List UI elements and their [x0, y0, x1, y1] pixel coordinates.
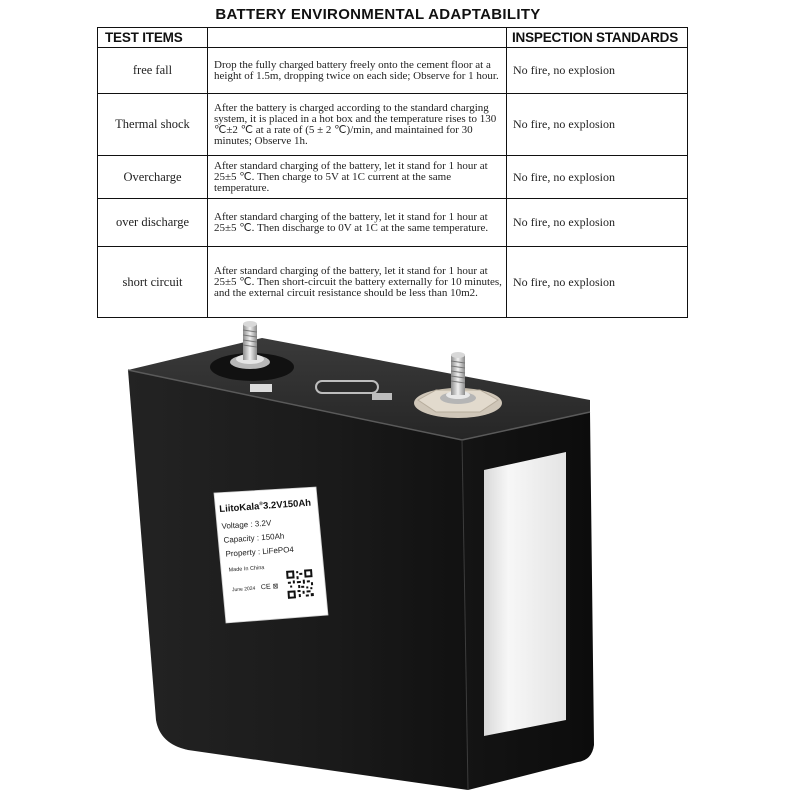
label-capacity: Capacity : 150Ah	[223, 531, 285, 545]
inspection-standard: No fire, no explosion	[507, 94, 688, 156]
header-test-items: TEST ITEMS	[98, 28, 208, 48]
test-item: Thermal shock	[98, 94, 208, 156]
inspection-standard: No fire, no explosion	[507, 156, 688, 199]
battery-product-image	[0, 318, 800, 800]
label-brand: LiitoKala	[219, 501, 260, 515]
label-date: June 2024	[231, 585, 256, 594]
table-row	[98, 247, 688, 318]
test-item: short circuit	[98, 247, 208, 318]
table-row	[98, 199, 688, 247]
page-title: BATTERY ENVIRONMENTAL ADAPTABILITY	[215, 6, 541, 23]
table-row	[98, 156, 688, 199]
label-voltage: Voltage : 3.2V	[221, 518, 272, 531]
label-marks: CE ⊠	[260, 583, 279, 592]
side-panel	[484, 452, 566, 736]
test-procedure: After standard charging of the battery, let it stand for 1 hour at 25±5 ℃. Then short-circuit the battery externally for 10 minutes, and the external circuit resistance should be less than 10m2.	[208, 247, 507, 318]
table-row	[98, 94, 688, 156]
test-item: over discharge	[98, 199, 208, 247]
inspection-standard: No fire, no explosion	[507, 48, 688, 94]
header-inspection-standards: INSPECTION STANDARDS	[507, 28, 688, 48]
label-origin: Made In China	[228, 564, 265, 574]
table-header-row	[98, 28, 688, 48]
label-registered: ®	[259, 500, 264, 508]
inspection-standard: No fire, no explosion	[507, 247, 688, 318]
test-procedure: After standard charging of the battery, let it stand for 1 hour at 25±5 ℃. Then charge to 5V at 1C current at the same temperature.	[208, 156, 507, 199]
qr-code-icon	[285, 568, 315, 600]
top-tag-2	[372, 393, 392, 400]
safety-vent	[316, 381, 378, 393]
test-procedure: After the battery is charged according to the standard charging system, it is placed in a hot box and the temperature rises to 130 ℃±2 ℃ at a rate of (5 ± 2 ℃)/min, and maintained for 30 minutes; Observe 1h.	[208, 94, 507, 156]
label-property: Property : LiFePO4	[225, 544, 295, 559]
top-tag	[250, 384, 272, 392]
header-procedure	[208, 28, 507, 48]
spec-table	[97, 27, 688, 318]
label-model: 3.2V150Ah	[262, 497, 312, 512]
inspection-standard: No fire, no explosion	[507, 199, 688, 247]
table-row	[98, 48, 688, 94]
test-item: Overcharge	[98, 156, 208, 199]
test-procedure: Drop the fully charged battery freely onto the cement floor at a height of 1.5m, dropping twice on each side; Observe for 1 hour.	[208, 48, 507, 94]
test-procedure: After standard charging of the battery, let it stand for 1 hour at 25±5 ℃. Then discharge to 0V at 1C at the same temperature.	[208, 199, 507, 247]
test-item: free fall	[98, 48, 208, 94]
product-label	[214, 487, 328, 623]
